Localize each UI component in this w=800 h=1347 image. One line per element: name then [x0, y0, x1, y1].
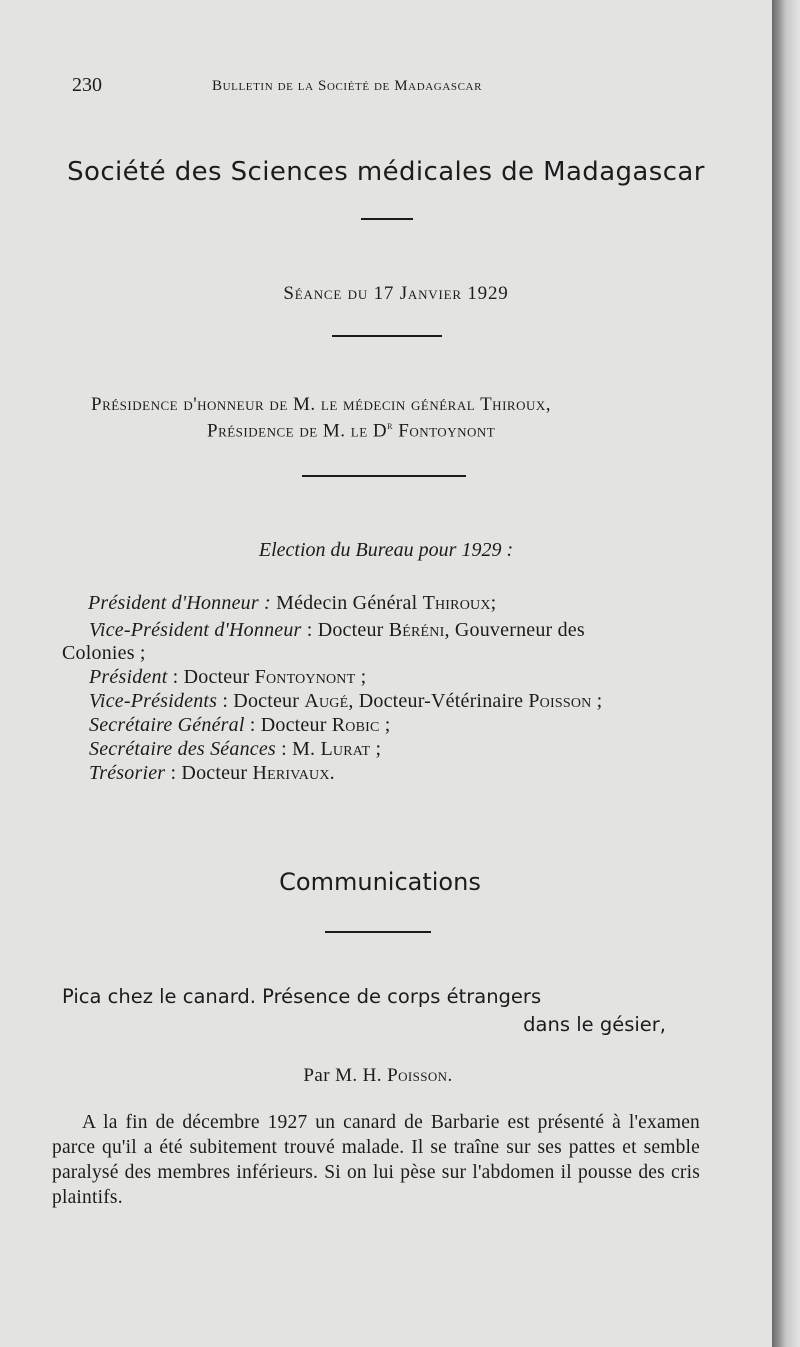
bureau-role: Vice-Présidents — [89, 690, 218, 712]
bureau-entry — [89, 666, 366, 689]
bureau-text: : Docteur — [244, 714, 332, 736]
article-body-text: A la fin de décembre 1927 un canard de Barbarie est présenté à l'examen parce qu'il a été subitement trouvé malade. Il se traîne sur ses pattes et semble paralysé des membres inférieurs. Si on lui pèse sur l'abdomen il pousse des cris plaintifs. — [52, 1112, 700, 1208]
presidence-rule — [302, 475, 466, 477]
bureau-continuation: Colonies ; — [62, 642, 146, 664]
bureau-name: Thiroux — [422, 592, 491, 614]
bureau-end: . — [329, 762, 335, 784]
bureau-name: Lurat — [320, 738, 371, 760]
bureau-text: : M. — [275, 738, 321, 760]
bureau-role: Secrétaire des Séances — [89, 738, 276, 760]
title-rule — [361, 218, 413, 220]
bureau-entry — [89, 738, 381, 761]
bureau-entry — [89, 714, 391, 737]
seance-date: Séance du 17 Janvier 1929 — [283, 283, 509, 304]
communications-rule — [325, 931, 431, 933]
bureau-end: , Gouverneur des — [444, 619, 585, 641]
author-prefix: Par M. H. — [303, 1065, 388, 1086]
bureau-name-2: Poisson — [528, 690, 592, 712]
bureau-entry — [89, 762, 335, 785]
bureau-text: : Docteur — [217, 690, 305, 712]
bureau-name: Augé — [304, 690, 349, 712]
bureau-text: : Docteur — [167, 666, 255, 688]
bureau-text: Médecin Général — [270, 592, 423, 614]
bureau-role: Secrétaire Général — [89, 714, 245, 736]
page-edge-shadow — [772, 0, 800, 1347]
page-number: 230 — [72, 74, 102, 96]
presidence-line — [207, 420, 495, 442]
bureau-name: Robic — [331, 714, 380, 736]
article-title-line1: Pica chez le canard. Présence de corps étrangers — [62, 985, 542, 1008]
bureau-name: Béréni — [388, 619, 445, 641]
seance-rule — [332, 335, 442, 337]
bureau-role: Vice-Président d'Honneur — [89, 619, 302, 641]
bureau-entry — [88, 592, 496, 615]
presidence-honneur: Présidence d'honneur de M. le médecin général Thiroux, — [91, 394, 551, 415]
article-body — [52, 1110, 700, 1210]
bureau-end: ; — [355, 666, 367, 688]
presidence-prefix: Présidence de M. le D — [207, 420, 388, 442]
author-end: . — [447, 1065, 453, 1086]
bureau-text: : Docteur — [301, 619, 389, 641]
bureau-role: Trésorier — [89, 762, 166, 784]
bureau-end-2: ; — [591, 690, 603, 712]
bureau-end: , Docteur-Vétérinaire — [348, 690, 529, 712]
bureau-entry — [89, 619, 585, 642]
bureau-text: : Docteur — [165, 762, 253, 784]
article-title-line2: dans le gésier, — [523, 1013, 666, 1036]
running-head: Bulletin de la Société de Madagascar — [212, 78, 483, 94]
bureau-name: Herivaux — [252, 762, 330, 784]
society-title: Société des Sciences médicales de Madagascar — [67, 157, 705, 187]
presidence-name: Fontoynont — [398, 420, 496, 442]
bureau-end: ; — [379, 714, 391, 736]
communications-heading: Communications — [279, 868, 481, 896]
author-name: Poisson — [387, 1065, 448, 1086]
election-heading: Election du Bureau pour 1929 : — [258, 539, 514, 561]
presidence-sup: r — [387, 420, 393, 432]
article-author — [0, 1065, 756, 1087]
bureau-entry — [89, 690, 602, 713]
bureau-role: Président d'Honneur : — [88, 592, 271, 614]
bureau-end: ; — [370, 738, 382, 760]
bureau-name: Fontoynont — [254, 666, 356, 688]
bureau-end: ; — [490, 592, 497, 614]
bureau-role: Président — [89, 666, 168, 688]
